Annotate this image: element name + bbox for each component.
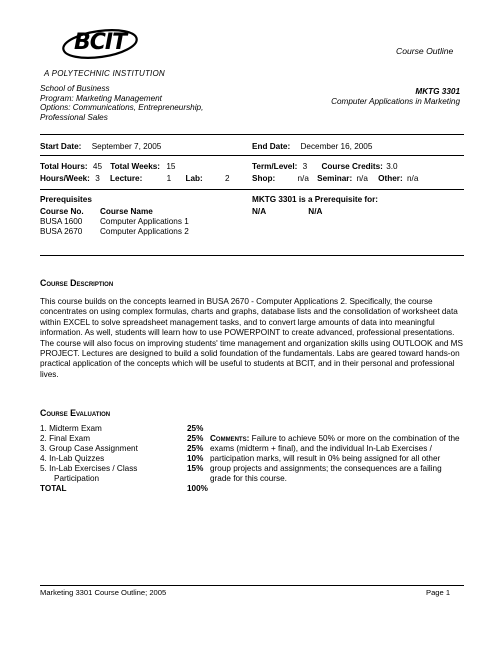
school-name: School of Business xyxy=(40,84,110,93)
start-date xyxy=(40,142,161,152)
start-date-value: September 7, 2005 xyxy=(91,142,162,151)
evaluation-percentages xyxy=(187,424,208,494)
prereq-grid xyxy=(40,207,189,237)
other-label: Other: xyxy=(378,174,403,183)
prereq-heading: Prerequisites xyxy=(40,195,92,204)
description-text: This course builds on the concepts learned in BUSA 2670 - Computer Applications 2. Specifically, the course concentrates on using complex formulas, charts and graphs, database lists and the consolidation of worksheet data within EXCEL to solve spreadsheet management tasks, and to convert large amounts of data into meaningful information. As well, students will learn how to use POWERPOINT to create advanced, professional presentations. The course will also focus on improving students' time management and organization skills using OUTLOOK and MS PROJECT. Lectures are designed to build a solid foundation of the fundamentals. Labs are geared toward hands-on practical application of the concepts which will be useful to students at BCIT, and in their personal and professional lives. xyxy=(40,297,463,379)
evaluation-heading: Course Evaluation xyxy=(40,408,111,418)
evaluation-list xyxy=(40,424,138,494)
seminar-label: Seminar: xyxy=(317,174,353,183)
total-hours-label: Total Hours: xyxy=(40,162,88,171)
school-info xyxy=(40,84,203,122)
hours-week-label: Hours/Week: xyxy=(40,174,90,183)
lecture-label: Lecture: xyxy=(110,174,143,183)
evaluation-comments xyxy=(210,434,460,484)
end-date-label: End Date: xyxy=(252,142,291,151)
total-pct: 100% xyxy=(187,484,208,493)
prereq-header-row xyxy=(40,207,189,217)
logo-tagline: A POLYTECHNIC INSTITUTION xyxy=(44,69,165,78)
list-item: 4. In-Lab Quizzes xyxy=(40,454,105,463)
hours-week-value: 3 xyxy=(95,174,100,183)
list-item: 3. Group Case Assignment xyxy=(40,444,138,453)
footer-divider xyxy=(40,585,464,586)
course-code: MKTG 3301 xyxy=(415,87,460,96)
total-hours-row xyxy=(40,162,175,172)
page-number: Page 1 xyxy=(426,588,451,597)
prereq-table xyxy=(40,207,189,237)
total-hours-value: 45 xyxy=(92,162,102,171)
bcit-logo xyxy=(62,22,142,66)
prereq-for-heading: MKTG 3301 is a Prerequisite for: xyxy=(252,195,379,204)
table-row xyxy=(40,227,189,237)
lab-value: 2 xyxy=(225,174,230,183)
term-row xyxy=(252,162,398,172)
course-title: Computer Applications in Marketing xyxy=(331,97,460,106)
pct-value: 25% xyxy=(187,434,204,443)
list-item-cont: Participation xyxy=(54,474,100,483)
lecture-value: 1 xyxy=(166,174,172,183)
total-weeks-label: Total Weeks: xyxy=(110,162,161,171)
term-value: 3 xyxy=(302,162,308,171)
description-heading: Course Description xyxy=(40,278,114,288)
start-date-label: Start Date: xyxy=(40,142,82,151)
program-name: Program: Marketing Management xyxy=(40,93,162,103)
prereq-for-row xyxy=(252,207,322,217)
prereq-for-no: N/A xyxy=(252,207,267,216)
course-heading xyxy=(331,87,460,107)
end-date xyxy=(252,142,372,152)
total-weeks-value: 15 xyxy=(166,162,176,171)
divider xyxy=(40,189,464,190)
document-label: Course Outline xyxy=(396,46,454,56)
credits-label: Course Credits: xyxy=(321,162,383,171)
lab-label: Lab: xyxy=(185,174,203,183)
footer-left: Marketing 3301 Course Outline; 2005 xyxy=(40,588,167,597)
prereq-name: Computer Applications 2 xyxy=(100,226,189,236)
credits-value: 3.0 xyxy=(386,162,398,171)
pct-value: 25% xyxy=(187,444,204,453)
list-item: 5. In-Lab Exercises / Class xyxy=(40,464,138,473)
pct-value: 25% xyxy=(187,424,204,433)
prereq-no: BUSA 2670 xyxy=(40,226,83,236)
prereq-no: BUSA 1600 xyxy=(40,216,83,226)
program-options: Options: Communications, Entrepreneurship, xyxy=(40,103,204,113)
end-date-value: December 16, 2005 xyxy=(300,142,373,151)
total-label: TOTAL xyxy=(40,484,67,493)
program-options-cont: Professional Sales xyxy=(40,112,108,122)
shop-value: n/a xyxy=(297,174,309,183)
prereq-col-name: Course Name xyxy=(100,207,153,216)
pct-value: 15% xyxy=(187,464,204,473)
comments-text: Failure to achieve 50% or more on the combination of the exams (midterm + final), and the individual In-Lab Exercises / participation marks, will result in 0% being assigned for all other group projects and assignments; the consequences are a failing grade for this course. xyxy=(210,434,460,483)
hours-week-row xyxy=(40,174,230,184)
pct-value: 10% xyxy=(187,454,204,463)
divider xyxy=(40,255,464,256)
shop-label: Shop: xyxy=(252,174,276,183)
shop-row xyxy=(252,174,418,184)
seminar-value: n/a xyxy=(356,174,368,183)
logo-wordmark: BCIT xyxy=(74,30,127,55)
prereq-name: Computer Applications 1 xyxy=(100,216,189,226)
divider xyxy=(40,134,464,135)
term-label: Term/Level: xyxy=(252,162,298,171)
divider xyxy=(40,155,464,156)
comments-label: Comments: xyxy=(210,434,250,443)
list-item: 2. Final Exam xyxy=(40,434,91,443)
prereq-col-no: Course No. xyxy=(40,207,84,216)
other-value: n/a xyxy=(407,174,419,183)
table-row xyxy=(40,217,189,227)
list-item: 1. Midterm Exam xyxy=(40,424,102,433)
prereq-for-name: N/A xyxy=(308,207,323,216)
